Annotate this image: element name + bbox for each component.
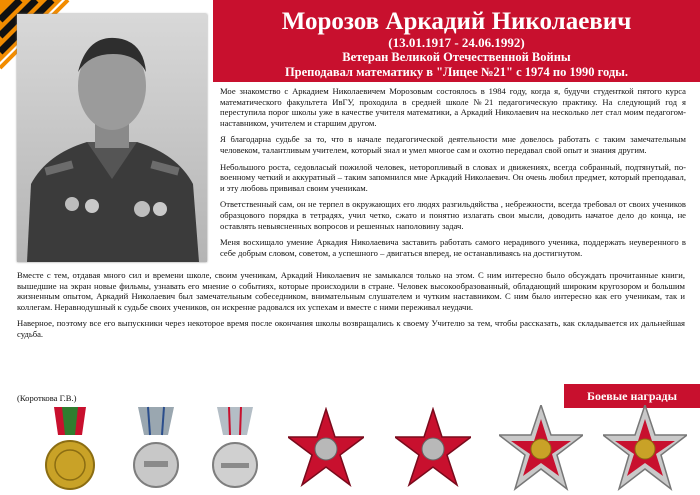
paragraph-5: Меня восхищало умение Аркадия Николаевича заставить работать самого нерадивого ученика, поддержать неуверенного в себе добрым словом, советом, а успешного – двигаться вперед, не останавливаясь на достигнутом. <box>220 237 686 258</box>
red-star-order-icon <box>288 407 364 487</box>
paragraph-2: Я благодарна судьбе за то, что в начале педагогической деятельности мне довелось работать с таким замечательным человеком, талантливым учителем, который знал и умел многое сам и охотно передавал свой опыт и знания другим. <box>220 134 686 155</box>
narrative-right-column <box>220 86 686 264</box>
awards-label: Боевые награды <box>564 384 700 408</box>
red-star-order-icon-2 <box>395 407 471 487</box>
portrait-photo <box>17 14 207 262</box>
gold-medal-icon <box>40 405 100 493</box>
person-name: Морозов Аркадий Николаевич <box>281 8 632 35</box>
teaching-info: Преподавал математику в "Лицее №21" с 1974 по 1990 годы. <box>284 65 629 79</box>
author-signature: (Короткова Г.В.) <box>17 393 77 403</box>
veteran-title: Ветеран Великой Отечественной Войны <box>342 50 571 64</box>
paragraph-7: Наверное, поэтому все его выпускники через некоторое время после окончания школы возвращались к своему Учителю за тем, чтобы рассказать, как складывается их дальнейшая судьба. <box>17 318 685 339</box>
patriotic-war-order-icon <box>499 405 583 491</box>
medals-row <box>0 405 700 495</box>
paragraph-1: Мое знакомство с Аркадием Николаевичем Морозовым состоялось в 1984 году, когда я, будучи студенткой пятого курса математического факультета ИвГУ, проходила в средней школе №21 педагогическую практику. На следующий год я переступила порог школы уже в качестве учителя математики, а Аркадий Николаевич на несколько лет стал моим педагогом-наставником, учителем и старшим другом. <box>220 86 686 128</box>
paragraph-4: Ответственный сам, он не терпел в окружающих его людях разгильдяйства , небрежности, всегда требовал от своих учеников образцового порядка в тетрадях, учил четко, сжато и понятно излагать свои мысли, доводить начатое дело до конца, не оставлять невыясненных вопросов и решенных наполовину задач. <box>220 199 686 231</box>
silver-medal-icon <box>128 405 184 493</box>
header-banner <box>213 0 700 82</box>
paragraph-6: Вместе с тем, отдавая много сил и времени школе, своим ученикам, Аркадий Николаевич не замыкался только на этом. С ним интересно было обсуждать прочитанные книги, вышедшие на экран новые фильмы, узнавать его мнение о событиях, которые происходили в стране. Человек высокообразованный, обладающий широким кругозором и большим жизненным опытом, Аркадий Николаевич был замечательным собеседником, внимательным слушателем и чутким наставником. С ним было интересно как его ученикам, так и коллегам. Неравнодушный к судьбе своих учеников, он искренне радовался их успехам и вместе с ними переживал неудачи. <box>17 270 685 312</box>
patriotic-war-order-icon-2 <box>603 405 687 491</box>
narrative-full-width <box>17 270 685 346</box>
paragraph-3: Небольшого роста, седовласый пожилой человек, неторопливый в словах и движениях, всегда собранный, подтянутый, по-военному четкий и аккуратный – таким запомнился мне Аркадий Николаевич. Он очень любил предмет, который преподавал, и эту любовь прививал своим ученикам. <box>220 161 686 193</box>
life-dates: (13.01.1917 - 24.06.1992) <box>388 35 525 50</box>
portrait-silhouette <box>17 14 207 262</box>
combat-merit-medal-icon <box>207 405 263 493</box>
